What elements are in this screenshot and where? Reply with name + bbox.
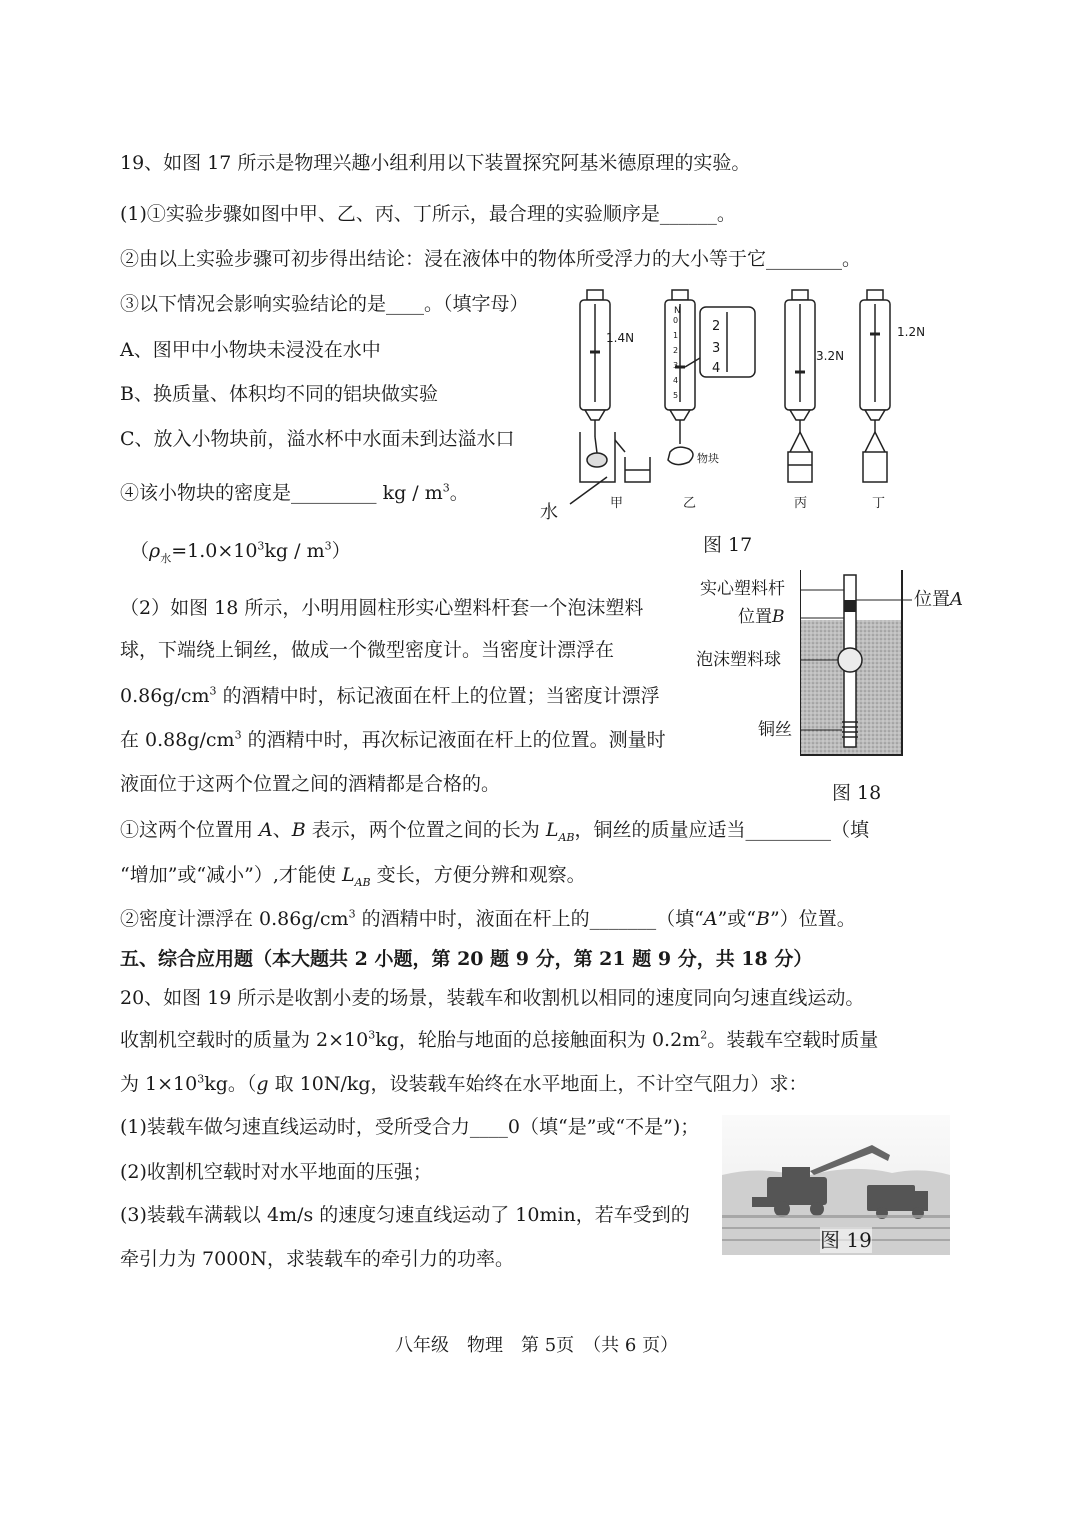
- answer-blank: _________: [291, 482, 377, 504]
- q19-part2-line5: 液面位于这两个位置之间的酒精都是合格的。: [120, 773, 501, 795]
- var-b: B: [291, 819, 306, 841]
- figure-17: [525, 282, 945, 557]
- scale-tick-0: 0: [673, 316, 679, 325]
- scale-tick-3: 3: [673, 361, 679, 370]
- spring-scale-bing: [785, 290, 815, 482]
- exponent: 2: [700, 1028, 708, 1042]
- text: 变长，方便分辨和观察。: [370, 864, 586, 886]
- text: (1)装载车做匀速直线运动时，受所受合力: [120, 1116, 470, 1138]
- rho-subscript: 水: [160, 551, 172, 565]
- answer-blank: _________: [745, 819, 832, 841]
- label-water: 水: [540, 502, 558, 523]
- option-b: B、换质量、体积均不同的铝块做实验: [120, 383, 438, 405]
- q19-title: 19、如图 17 所示是物理兴趣小组利用以下装置探究阿基米德原理的实验。: [120, 152, 751, 174]
- scale-tick-1: 1: [673, 331, 679, 340]
- text: “增加”或“减小”）,才能使: [120, 864, 342, 886]
- label-block: 物块: [697, 452, 719, 465]
- unit-exponent: 3: [209, 684, 217, 698]
- option-a: A、图甲中小物块未浸没在水中: [120, 339, 381, 361]
- spring-scale-jia: [580, 290, 610, 437]
- q20-sub1: [120, 1114, 699, 1140]
- q19-step4-end: 。: [449, 482, 469, 504]
- spring-scale-ding: [860, 290, 890, 482]
- density-value: 0.86g/cm: [120, 685, 210, 707]
- answer-blank: ____: [386, 293, 425, 315]
- q19-step1-end: 。: [716, 203, 736, 225]
- q19-step3-text: ③以下情况会影响实验结论的是: [120, 293, 387, 315]
- q19-step4-text: ④该小物块的密度是: [120, 482, 292, 504]
- answer-blank: ______: [659, 203, 717, 225]
- q19-step2-end: 。: [842, 248, 862, 270]
- text: kg，轮胎与地面的总接触面积为 0.2m: [375, 1029, 701, 1051]
- exponent: 3: [368, 1028, 376, 1042]
- text: 收割机空载时的质量为 2×10: [120, 1029, 369, 1051]
- text: （填: [831, 819, 870, 841]
- label-bing: 丙: [794, 496, 808, 511]
- q19-step2-text: ②由以上实验步骤可初步得出结论：浸在液体中的物体所受浮力的大小等于它: [120, 248, 767, 270]
- water-density-note: $(\rho_水=1.0\times 10^3kg / m^3)$: [130, 539, 351, 565]
- q19-step1-text: (1)①实验步骤如图中甲、乙、丙、丁所示，最合理的实验顺序是: [120, 203, 660, 225]
- label-position-b: [738, 604, 785, 630]
- text: 的酒精中时，再次标记液面在杆上的位置。测量时: [241, 729, 666, 751]
- var-l-subscript: AB: [354, 875, 371, 889]
- section-5-heading: 五、综合应用题（本大题共 2 小题，第 20 题 9 分，第 21 题 9 分，共 18 分）: [120, 948, 813, 970]
- q19-part2-sub1-line2: [120, 862, 586, 888]
- q20-line3: [120, 1071, 808, 1097]
- reading-jia: 1.4N: [606, 331, 635, 345]
- foam-ball: [838, 648, 862, 672]
- text: ②密度计漂浮在 0.86g/cm: [120, 908, 349, 930]
- q19-part1-step2: [120, 246, 861, 272]
- reading-bing: 3.2N: [816, 349, 845, 363]
- page-footer: 八年级 物理 第 5页 （共 6 页）: [395, 1335, 679, 1356]
- text: 的酒精中时，标记液面在杆上的位置；当密度计漂浮: [216, 685, 660, 707]
- rho-symbol: ρ: [149, 540, 161, 562]
- q20-sub2: (2)收割机空载时对水平地面的压强；: [120, 1161, 432, 1183]
- label-foam-ball: 泡沫塑料球: [696, 650, 781, 670]
- zoom-tick-2: 2: [712, 319, 721, 334]
- q19-part2-sub2: [120, 906, 856, 932]
- q19-part2-sub1: [120, 817, 869, 843]
- option-c: C、放入小物块前，溢水杯中水面未到达溢水口: [120, 428, 515, 450]
- q19-part2-line2: 球，下端绕上铜丝，做成一个微型密度计。当密度计漂浮在: [120, 639, 615, 661]
- var-a: A: [703, 908, 718, 930]
- text: 、: [272, 819, 292, 841]
- q20-sub3-line2: 牵引力为 7000N，求装载车的牵引力的功率。: [120, 1248, 515, 1270]
- text: （填“: [656, 908, 704, 930]
- density-unit: kg / m: [382, 482, 443, 504]
- text: ①这两个位置用: [120, 819, 260, 841]
- text: ”或“: [717, 908, 757, 930]
- exponent: 3: [197, 1072, 205, 1086]
- zoom-tick-3: 3: [712, 341, 721, 356]
- q20-line1: 20、如图 19 所示是收割小麦的场景，装载车和收割机以相同的速度同向匀速直线运动。: [120, 987, 865, 1009]
- text: ，铜丝的质量应适当: [574, 819, 746, 841]
- answer-blank: _______: [589, 908, 657, 930]
- unit-exponent: 3: [234, 728, 242, 742]
- q19-part2-line1: （2）如图 18 所示，小明用圆柱形实心塑料杆套一个泡沫塑料: [120, 597, 644, 619]
- position-text: 位置: [914, 589, 950, 610]
- figure-18: [800, 570, 912, 760]
- label-yi: 乙: [683, 496, 697, 511]
- answer-blank: ____: [469, 1116, 508, 1138]
- block: [668, 447, 693, 464]
- q20-line2: [120, 1027, 878, 1053]
- position-letter: A: [950, 589, 963, 610]
- figure-17-caption: 图 17: [703, 534, 753, 556]
- label-position-a: [914, 587, 963, 613]
- scale-tick-4: 4: [673, 376, 679, 385]
- unit-exponent: 3: [442, 481, 450, 495]
- q19-part1-step1: [120, 201, 736, 227]
- text: kg。（: [204, 1073, 257, 1095]
- q20-sub3: (3)装载车满载以 4m/s 的速度匀速直线运动了 10min，若车受到的: [120, 1204, 690, 1226]
- text: 表示，两个位置之间的长为: [305, 819, 546, 841]
- text: 为 1×10: [120, 1073, 198, 1095]
- var-l-subscript: AB: [558, 830, 575, 844]
- label-rod: 实心塑料杆: [700, 579, 785, 599]
- label-ding: 丁: [872, 496, 886, 511]
- scale-tick-2: 2: [673, 346, 679, 355]
- q19-part1-step3: [120, 291, 529, 317]
- scale-tick-5: 5: [673, 391, 679, 400]
- var-a: A: [259, 819, 273, 841]
- q19-part2-line3: [120, 683, 660, 709]
- rho-exponent: 3: [257, 539, 265, 553]
- text: 的酒精中时，液面在杆上的: [355, 908, 590, 930]
- rho-unit-exponent: 3: [324, 539, 332, 553]
- unit-exponent: 3: [348, 907, 356, 921]
- text: 取 10N/kg，设装载车始终在水平地面上，不计空气阻力）求：: [268, 1073, 808, 1095]
- label-jia: 甲: [610, 496, 624, 511]
- reading-ding: 1.2N: [897, 325, 926, 339]
- q19-part1-step4: [120, 480, 469, 506]
- position-text: 位置: [738, 607, 772, 627]
- overflow-cup: [570, 432, 650, 504]
- q19-part2-line4: [120, 727, 666, 753]
- figure-19-caption: 图 19: [820, 1228, 872, 1252]
- text: ”）位置。: [769, 908, 856, 930]
- density-value: 在 0.88g/cm: [120, 729, 235, 751]
- text: 0（填“是”或“不是”)；: [507, 1116, 700, 1138]
- var-l: L: [341, 864, 355, 886]
- zoom-tick-4: 4: [712, 361, 721, 376]
- rho-value: =1.0×10: [171, 540, 258, 562]
- mark-band: [844, 600, 856, 612]
- var-b: B: [756, 908, 770, 930]
- rho-unit: kg / m: [264, 540, 325, 562]
- var-l: L: [545, 819, 559, 841]
- scale-n-label: N: [674, 306, 681, 316]
- figure-18-caption: 图 18: [832, 782, 882, 804]
- position-letter: B: [772, 607, 785, 627]
- text: 。装载车空载时质量: [707, 1029, 879, 1051]
- var-g: g: [256, 1073, 269, 1095]
- label-copper-wire: 铜丝: [758, 720, 792, 740]
- q19-step3-end: 。（填字母）: [424, 293, 529, 315]
- answer-blank: ________: [766, 248, 843, 270]
